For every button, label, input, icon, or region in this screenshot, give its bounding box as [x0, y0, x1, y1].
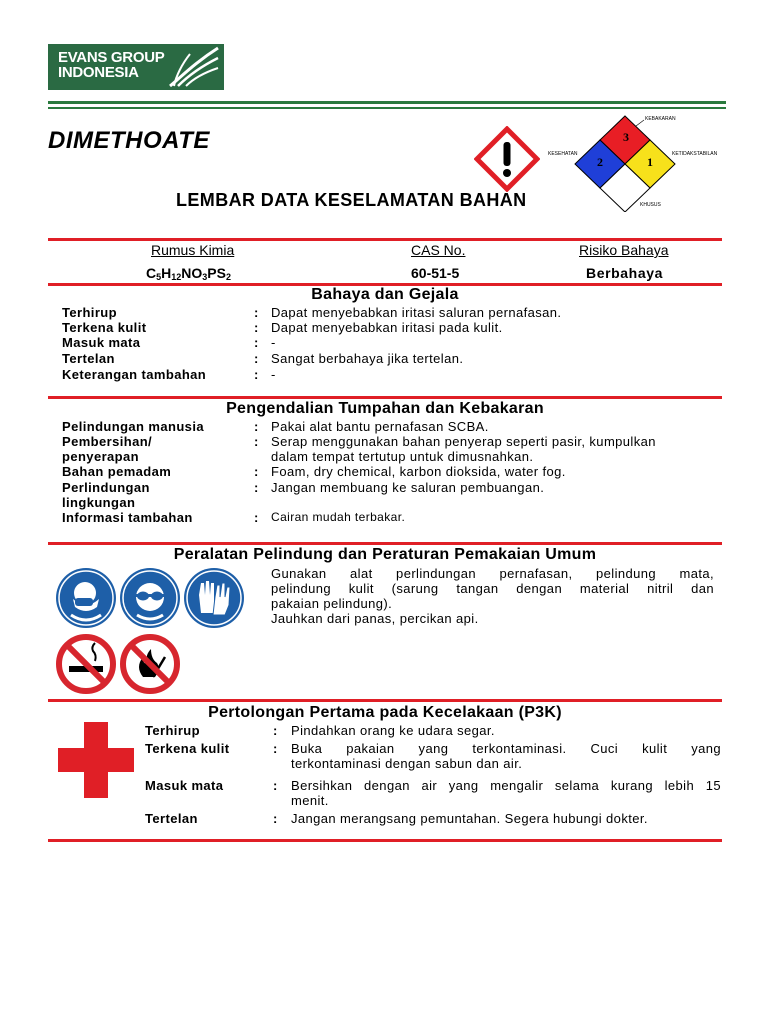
colon: : — [254, 351, 259, 366]
leaf-icon — [168, 46, 220, 88]
formula-sub: 2 — [225, 272, 231, 282]
spill-label: penyerapan — [62, 449, 139, 464]
firstaid-value: Buka pakaian yang terkontaminasi. Cuci kulit yang — [291, 741, 721, 756]
hazard-label: Terhirup — [62, 305, 117, 320]
section-title-ppe: Peralatan Pelindung dan Peraturan Pemakaian Umum — [173, 546, 597, 563]
nfpa-top-label: KEBAKARAN — [645, 116, 676, 122]
firstaid-label: Tertelan — [145, 811, 198, 826]
nfpa-bottom-label: KHUSUS — [640, 202, 661, 208]
hazard-value: Dapat menyebabkan iritasi saluran pernafasan. — [271, 305, 562, 320]
ppe-text: pelindung kulit (sarung tangan dengan material nitril dan — [271, 581, 714, 596]
divider — [48, 542, 722, 545]
colon: : — [273, 811, 278, 826]
spill-label: Pelindungan manusia — [62, 419, 204, 434]
respirator-mandatory-icon — [55, 567, 117, 629]
colon: : — [254, 367, 259, 382]
hazard-value: Sangat berbahaya jika tertelan. — [271, 351, 464, 366]
header-rule-bottom — [48, 107, 726, 109]
nfpa-instability-value: 1 — [647, 155, 653, 169]
firstaid-value: Bersihkan dengan air yang mengalir selama kurang lebih 15 — [291, 778, 721, 793]
spill-value: Foam, dry chemical, karbon dioksida, water fog. — [271, 464, 566, 479]
formula-part: PS — [207, 265, 226, 281]
spill-value: Jangan membuang ke saluran pembuangan. — [271, 480, 545, 495]
divider — [48, 699, 722, 702]
colon: : — [254, 434, 259, 449]
firstaid-label: Terhirup — [145, 723, 200, 738]
divider — [48, 396, 722, 399]
hazard-label: Tertelan — [62, 351, 115, 366]
colon: : — [254, 480, 259, 495]
colon: : — [254, 419, 259, 434]
no-smoking-icon — [55, 633, 117, 695]
hazard-label: Terkena kulit — [62, 320, 147, 335]
cas-number: 60-51-5 — [411, 265, 460, 281]
divider — [48, 238, 722, 241]
colon: : — [273, 778, 278, 793]
ppe-text: Jauhkan dari panas, percikan api. — [271, 611, 479, 626]
colon: : — [254, 464, 259, 479]
gloves-mandatory-icon — [183, 567, 245, 629]
ppe-text: pakaian pelindung). — [271, 596, 393, 611]
firstaid-label: Terkena kulit — [145, 741, 230, 756]
formula-part: C — [146, 265, 157, 281]
cas-label: CAS No. — [411, 242, 466, 258]
spill-value: dalam tempat tertutup untuk dimusnahkan. — [271, 449, 534, 464]
section-title-hazards: Bahaya dan Gejala — [311, 286, 459, 303]
formula-part: NO — [181, 265, 203, 281]
formula-label: Rumus Kimia — [151, 242, 235, 258]
firstaid-label: Masuk mata — [145, 778, 224, 793]
spill-value: Cairan mudah terbakar. — [271, 510, 406, 524]
company-logo — [48, 44, 224, 90]
logo-line2: INDONESIA — [58, 64, 139, 81]
no-open-flame-icon — [119, 633, 181, 695]
colon: : — [254, 510, 259, 525]
logo-line1: EVANS GROUP — [58, 49, 165, 66]
formula-sub: 5 — [156, 272, 162, 282]
colon: : — [273, 741, 278, 756]
section-title-spill: Pengendalian Tumpahan dan Kebakaran — [226, 400, 544, 417]
hazard-label: Masuk mata — [62, 335, 141, 350]
nfpa-fire-value: 3 — [623, 130, 629, 144]
spill-label: Pembersihan/ — [62, 434, 153, 449]
formula-part: H — [161, 265, 172, 281]
hazard-value: - — [271, 367, 276, 382]
firstaid-value: terkontaminasi dengan sabun dan air. — [291, 756, 523, 771]
first-aid-cross-icon — [58, 722, 134, 798]
logo-text — [58, 50, 164, 80]
document-subtitle: LEMBAR DATA KESELAMATAN BAHAN — [176, 190, 527, 210]
risk-label: Risiko Bahaya — [579, 242, 669, 258]
header-rule-top — [48, 101, 726, 104]
ppe-text: Gunakan alat perlindungan pernafasan, pelindung mata, — [271, 566, 714, 581]
risk-value: Berbahaya — [586, 265, 663, 281]
colon: : — [254, 305, 259, 320]
chemical-formula — [146, 265, 231, 282]
goggles-mandatory-icon — [119, 567, 181, 629]
colon: : — [254, 320, 259, 335]
exclamation-hazard-icon — [474, 126, 540, 192]
nfpa-diamond-icon — [548, 114, 738, 212]
firstaid-value: Pindahkan orang ke udara segar. — [291, 723, 495, 738]
spill-value: Serap menggunakan bahan penyerap seperti pasir, kumpulkan — [271, 434, 656, 449]
hazard-label: Keterangan tambahan — [62, 367, 207, 382]
section-title-firstaid: Pertolongan Pertama pada Kecelakaan (P3K) — [208, 704, 562, 721]
hazard-value: - — [271, 335, 276, 350]
chemical-name: DIMETHOATE — [48, 127, 210, 154]
nfpa-left-label: KESEHATAN — [548, 151, 578, 157]
formula-sub: 3 — [202, 272, 208, 282]
nfpa-health-value: 2 — [597, 155, 603, 169]
spill-label: Perlindungan — [62, 480, 150, 495]
spill-label: Informasi tambahan — [62, 510, 193, 525]
spill-value: Pakai alat bantu pernafasan SCBA. — [271, 419, 489, 434]
nfpa-right-label: KETIDAKSTABILAN — [672, 151, 718, 157]
spill-label: lingkungan — [62, 495, 136, 510]
colon: : — [273, 723, 278, 738]
firstaid-value: Jangan merangsang pemuntahan. Segera hubungi dokter. — [291, 811, 648, 826]
formula-sub: 12 — [171, 272, 182, 282]
firstaid-value: menit. — [291, 793, 329, 808]
colon: : — [254, 335, 259, 350]
spill-label: Bahan pemadam — [62, 464, 172, 479]
divider — [48, 839, 722, 842]
hazard-value: Dapat menyebabkan iritasi pada kulit. — [271, 320, 503, 335]
